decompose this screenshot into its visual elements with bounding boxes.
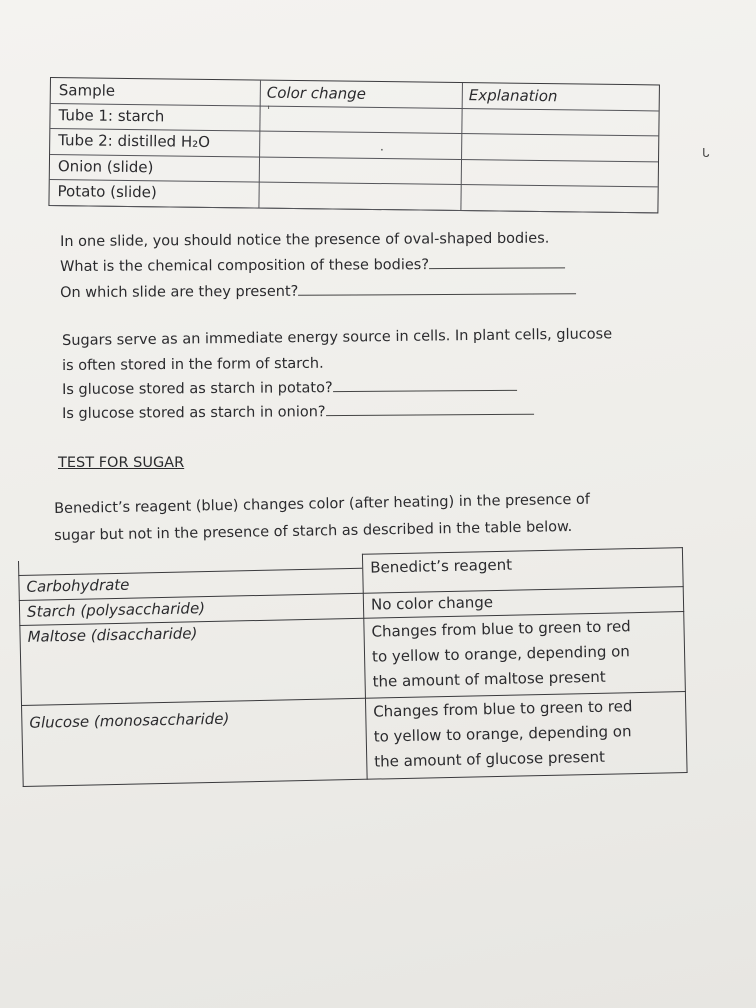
result-maltose-line3: the amount of maltose present <box>372 667 606 691</box>
slide-question <box>60 282 576 301</box>
slide-question-text: On which slide are they present? <box>60 283 299 301</box>
header-carbohydrate: Carbohydrate <box>26 575 130 596</box>
result-starch: No color change <box>370 593 494 614</box>
potato-question-text: Is glucose stored as starch in potato? <box>62 380 333 398</box>
pen-mark: ˈ <box>267 104 271 118</box>
benedict-intro-line2: sugar but not in the presence of starch as described in the table below. <box>54 518 573 544</box>
pen-mark: · <box>380 143 384 157</box>
potato-question <box>62 379 517 398</box>
result-maltose-line1: Changes from blue to green to red <box>371 617 631 641</box>
carb-glucose: Glucose (monosaccharide) <box>29 709 230 732</box>
result-glucose-line1: Changes from blue to green to red <box>373 697 633 721</box>
row-label-tube2: Tube 2: distilled H₂O <box>58 131 211 151</box>
sugar-energy-statement: Sugars serve as an immediate energy source in cells. In plant cells, glucose <box>62 326 613 349</box>
row-label-tube1: Tube 1: starch <box>58 106 165 126</box>
composition-question <box>60 256 565 275</box>
answer-line[interactable] <box>298 293 576 295</box>
row-label-onion: Onion (slide) <box>57 157 154 177</box>
onion-question <box>62 403 534 422</box>
benedict-intro-line1: Benedict’s reagent (blue) changes color (after heating) in the presence of <box>54 491 591 517</box>
header-color-change: Color change <box>266 83 367 103</box>
header-sample: Sample <box>58 81 116 100</box>
section-heading: TEST FOR SUGAR <box>58 455 185 471</box>
pen-mark: ᒐ <box>702 146 710 160</box>
oval-bodies-statement: In one slide, you should notice the presence of oval-shaped bodies. <box>60 230 550 250</box>
answer-line[interactable] <box>326 414 534 416</box>
sample-table <box>48 77 660 213</box>
answer-line[interactable] <box>429 267 565 269</box>
carb-maltose: Maltose (disaccharide) <box>27 624 198 646</box>
answer-line[interactable] <box>333 390 517 392</box>
row-label-potato: Potato (slide) <box>57 182 157 202</box>
header-benedict-reagent: Benedict’s reagent <box>370 555 513 577</box>
header-explanation: Explanation <box>468 86 558 106</box>
result-glucose-line2: to yellow to orange, depending on <box>373 722 632 746</box>
composition-question-text: What is the chemical composition of these bodies? <box>60 257 430 275</box>
result-glucose-line3: the amount of glucose present <box>374 747 606 771</box>
carb-starch: Starch (polysaccharide) <box>26 599 206 621</box>
result-maltose-line2: to yellow to orange, depending on <box>371 642 631 666</box>
onion-question-text: Is glucose stored as starch in onion? <box>62 404 326 422</box>
starch-storage-statement: is often stored in the form of starch. <box>62 355 324 374</box>
benedict-table <box>18 547 688 787</box>
